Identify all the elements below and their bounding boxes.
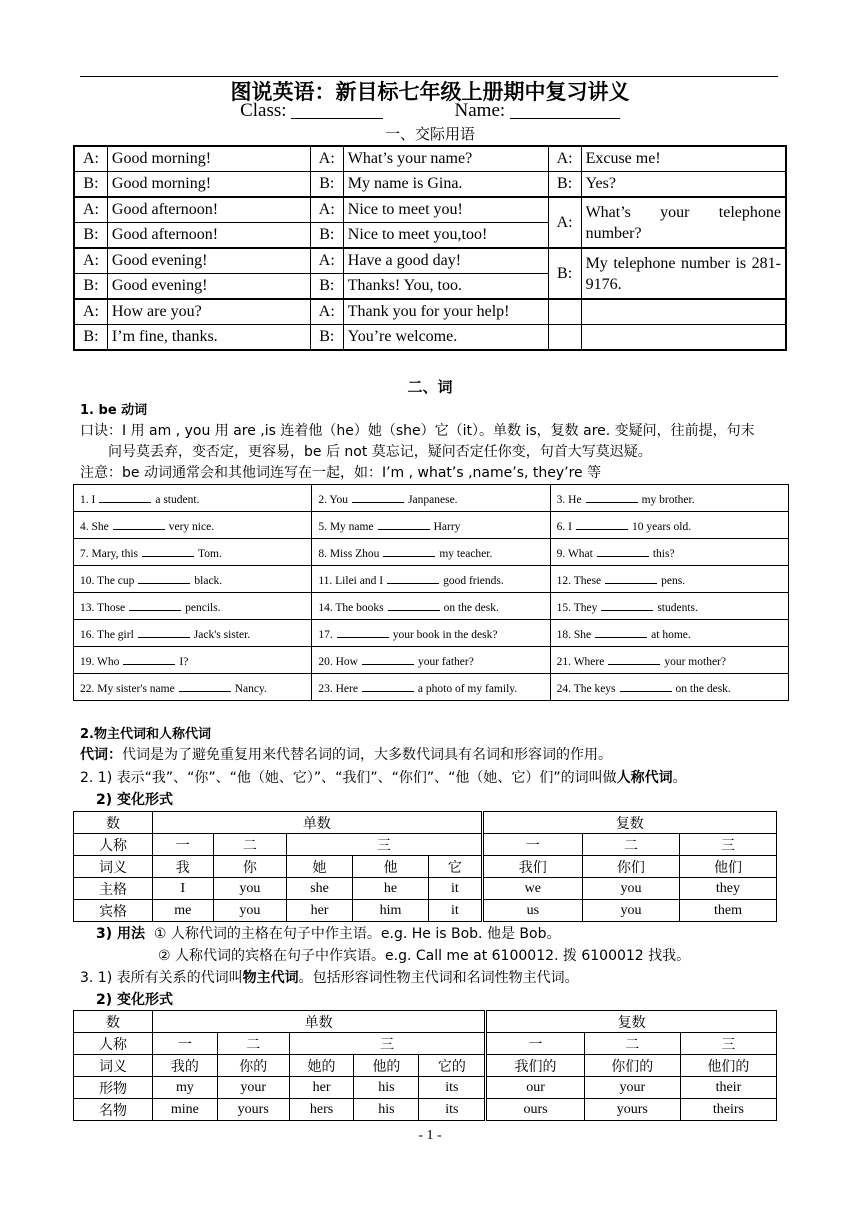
section2-heading: 二、词: [407, 378, 453, 396]
exercise-suffix: students.: [657, 601, 698, 614]
exercise-prefix: 12. These: [556, 574, 602, 587]
pronoun-cell: 它: [429, 856, 483, 878]
answer-blank[interactable]: [142, 545, 194, 557]
dialogue-text: Thanks! You, too.: [343, 274, 548, 300]
exercise-row: [74, 647, 789, 674]
forms-label-2: 2) 变化形式: [96, 992, 174, 1008]
exercise-prefix: 9. What: [556, 547, 593, 560]
exercise-item: [550, 674, 788, 701]
usage-label: 3) 用法: [96, 926, 146, 942]
person-cell: 二: [582, 834, 679, 856]
pronoun-cell: his: [354, 1099, 419, 1121]
pronoun-cell: 我们: [482, 856, 582, 878]
pronoun-row: [74, 1099, 777, 1121]
exercise-suffix: 10 years old.: [632, 520, 692, 533]
dialogue-text: Excuse me!: [581, 146, 786, 172]
pronoun-definition: [80, 745, 790, 766]
pronoun-cell: 他们: [679, 856, 776, 878]
pronoun-cell: its: [419, 1077, 486, 1099]
pronoun-cell: their: [680, 1077, 776, 1099]
pronoun-cell: your: [217, 1077, 289, 1099]
speaker-label: B:: [74, 325, 107, 351]
exercise-prefix: 1. I: [80, 493, 96, 506]
exercise-prefix: 22. My sister's name: [80, 682, 175, 695]
dialogue-text: Good morning!: [107, 146, 310, 172]
pronoun-cell: her: [287, 900, 353, 922]
speaker-label: B:: [74, 223, 107, 249]
exercise-row: [74, 593, 789, 620]
plural-header: 复数: [482, 812, 776, 834]
pronoun-cell: your: [584, 1077, 680, 1099]
exercise-item: [550, 620, 788, 647]
p31-text: 3. 1) 表所有关系的代词叫: [80, 970, 243, 986]
exercise-row: [74, 485, 789, 512]
exercise-prefix: 10. The cup: [80, 574, 135, 587]
person-cell: 三: [287, 834, 482, 856]
plural-header: 复数: [486, 1011, 777, 1033]
personal-pronoun-intro: [80, 768, 790, 789]
exercise-item: [312, 674, 550, 701]
def-text: 代词是为了避免重复用来代替名词的词，大多数代词具有名词和形容词的作用。: [122, 747, 612, 763]
p21-end: 。: [672, 770, 687, 786]
pronoun-cell: its: [419, 1099, 486, 1121]
mnemonic-line1: 口诀：I 用 am , you 用 are ,is 连着他（he）她（she）它（it）。单数 is，复数 are. 变疑问，往前提，句末: [80, 423, 755, 439]
pronoun-cell: my: [153, 1077, 218, 1099]
pronoun-cell: 他的: [354, 1055, 419, 1077]
pronoun-cell: they: [679, 878, 776, 900]
speaker-label: B:: [74, 172, 107, 198]
page-number: - 1 -: [418, 1128, 442, 1143]
exercise-suffix: at home.: [651, 628, 691, 641]
def-bold: 代词：: [80, 747, 122, 763]
be-note: 注意：be 动词通常会和其他词连写在一起，如：I’m , what’s ,name’s, they’re 等: [80, 465, 602, 481]
person-cell: 二: [584, 1033, 680, 1055]
pronoun-cell: you: [213, 878, 287, 900]
row-label: 宾格: [74, 900, 153, 922]
usage1-text: ① 人称代词的主格在句子中作主语。e.g. He is Bob. 他是 Bob。: [153, 926, 561, 942]
row-label: 名物: [74, 1099, 153, 1121]
exercise-item: [74, 647, 312, 674]
answer-blank[interactable]: [378, 518, 430, 530]
exercise-item: [74, 539, 312, 566]
exercise-prefix: 17.: [318, 628, 333, 641]
exercise-suffix: a photo of my family.: [417, 682, 518, 695]
exercise-item: [550, 512, 788, 539]
pronoun-cell: ours: [486, 1099, 584, 1121]
speaker-label: B:: [310, 325, 343, 351]
pronoun-cell: 我的: [153, 1055, 218, 1077]
exercise-suffix: good friends.: [443, 574, 504, 587]
exercise-prefix: 11. Lilei and I: [318, 574, 384, 587]
answer-blank[interactable]: [383, 545, 435, 557]
exercise-prefix: 14. The books: [318, 601, 384, 614]
answer-blank[interactable]: [179, 680, 231, 692]
exercise-suffix: this?: [652, 547, 675, 560]
exercise-suffix: your mother?: [664, 655, 726, 668]
person-cell: 一: [153, 834, 214, 856]
speaker-label: A:: [310, 146, 343, 172]
dialogue-text: Good afternoon!: [107, 197, 310, 223]
pronoun-cell: it: [429, 878, 483, 900]
pronoun-cell: 他: [352, 856, 428, 878]
pronoun-cell: you: [213, 900, 287, 922]
exercise-item: [74, 593, 312, 620]
exercise-row: [74, 674, 789, 701]
pronoun-cell: she: [287, 878, 353, 900]
exercise-prefix: 5. My name: [318, 520, 374, 533]
person-cell: 三: [680, 1033, 776, 1055]
speaker-label: A:: [74, 146, 107, 172]
pronoun-cell: 她: [287, 856, 353, 878]
class-label: Class:: [240, 100, 287, 121]
number-row: [74, 1011, 777, 1033]
pronoun-row: [74, 1055, 777, 1077]
pronoun-cell: I: [153, 878, 214, 900]
exercise-row: [74, 539, 789, 566]
dialogue-text: Good afternoon!: [107, 223, 310, 249]
exercise-prefix: 15. They: [556, 601, 598, 614]
pronoun-cell: 我们的: [486, 1055, 584, 1077]
exercise-suffix: Jack's sister.: [193, 628, 251, 641]
pronoun-cell: yours: [584, 1099, 680, 1121]
speaker-label: B:: [310, 274, 343, 300]
exercise-suffix: pens.: [661, 574, 686, 587]
person-cell: 一: [482, 834, 582, 856]
exercise-item: [74, 566, 312, 593]
row-label: 数: [74, 812, 153, 834]
person-cell: 三: [289, 1033, 486, 1055]
answer-blank[interactable]: [352, 491, 404, 503]
exercise-item: [74, 674, 312, 701]
pronoun-cell: him: [352, 900, 428, 922]
person-cell: 一: [153, 1033, 218, 1055]
person-row: [74, 834, 777, 856]
pronoun-cell: mine: [153, 1099, 218, 1121]
answer-blank[interactable]: [99, 491, 151, 503]
dialogue-text: Have a good day!: [343, 248, 548, 274]
pronoun-cell: hers: [289, 1099, 354, 1121]
exercise-suffix: your father?: [417, 655, 474, 668]
class-blank: [291, 100, 383, 119]
name-blank: [510, 100, 620, 119]
exercise-prefix: 16. The girl: [80, 628, 134, 641]
section1-heading: 一、交际用语: [384, 125, 475, 143]
exercise-row: [74, 566, 789, 593]
name-label: Name:: [454, 100, 506, 121]
answer-blank[interactable]: [123, 653, 175, 665]
possessive-intro: [80, 968, 790, 989]
exercise-suffix: my brother.: [641, 493, 695, 506]
answer-blank[interactable]: [113, 518, 165, 530]
speaker-label: B:: [74, 274, 107, 300]
dialogue-text: How are you?: [107, 299, 310, 325]
pronoun-cell: he: [352, 878, 428, 900]
exercise-prefix: 18. She: [556, 628, 592, 641]
dialogue-text: My name is Gina.: [343, 172, 548, 198]
answer-blank[interactable]: [586, 491, 638, 503]
dialogue-text: I’m fine, thanks.: [107, 325, 310, 351]
exercise-suffix: pencils.: [185, 601, 221, 614]
be-exercise-table: [73, 484, 789, 701]
pronoun-cell: her: [289, 1077, 354, 1099]
pronoun-cell: 你们的: [584, 1055, 680, 1077]
dialogue-text: You’re welcome.: [343, 325, 548, 351]
exercise-item: [74, 485, 312, 512]
dialogue-row: [74, 146, 786, 172]
pronoun-cell: 你的: [217, 1055, 289, 1077]
usage-2: ② 人称代词的宾格在句子中作宾语。e.g. Call me at 6100012. 拨 6100012 找我。: [158, 948, 691, 964]
answer-blank[interactable]: [337, 626, 389, 638]
answer-blank[interactable]: [595, 626, 647, 638]
answer-blank[interactable]: [129, 599, 181, 611]
pronoun-cell: yours: [217, 1099, 289, 1121]
dialogue-row: [74, 172, 786, 198]
exercise-suffix: my teacher.: [439, 547, 493, 560]
exercise-suffix: Nancy.: [234, 682, 267, 695]
pronoun-cell: 它的: [419, 1055, 486, 1077]
pronoun-cell: 你: [213, 856, 287, 878]
answer-blank[interactable]: [362, 653, 414, 665]
page-title: 图说英语：新目标七年级上册期中复习讲义: [230, 80, 630, 104]
exercise-suffix: Janpanese.: [408, 493, 458, 506]
dialogue-text: Nice to meet you!: [343, 197, 548, 223]
p31-bold: 物主代词: [242, 970, 299, 986]
answer-blank[interactable]: [576, 518, 628, 530]
speaker-label: [548, 299, 581, 325]
exercise-prefix: 3. He: [556, 493, 582, 506]
exercise-prefix: 21. Where: [556, 655, 605, 668]
exercise-prefix: 2. You: [318, 493, 349, 506]
dialogue-text: Good morning!: [107, 172, 310, 198]
person-cell: 二: [213, 834, 287, 856]
p21-bold: 人称代词: [616, 770, 673, 786]
exercise-item: [550, 566, 788, 593]
exercise-row: [74, 620, 789, 647]
speaker-label: A:: [310, 197, 343, 223]
pronoun-row: [74, 900, 777, 922]
row-label: 人称: [74, 1033, 153, 1055]
exercise-item: [312, 593, 550, 620]
answer-blank[interactable]: [138, 572, 190, 584]
dialogue-text: Good evening!: [107, 248, 310, 274]
exercise-suffix: on the desk.: [675, 682, 731, 695]
pronoun-row: [74, 878, 777, 900]
answer-blank[interactable]: [597, 545, 649, 557]
exercise-prefix: 8. Miss Zhou: [318, 547, 380, 560]
row-label: 词义: [74, 1055, 153, 1077]
answer-blank[interactable]: [387, 572, 439, 584]
pronoun-cell: them: [679, 900, 776, 922]
dialogue-text: Good evening!: [107, 274, 310, 300]
dialogue-text: [581, 299, 786, 325]
pronoun-cell: 他们的: [680, 1055, 776, 1077]
exercise-item: [74, 512, 312, 539]
answer-blank[interactable]: [362, 680, 414, 692]
answer-blank[interactable]: [388, 599, 440, 611]
answer-blank[interactable]: [138, 626, 190, 638]
exercise-item: [550, 593, 788, 620]
singular-header: 单数: [153, 1011, 486, 1033]
exercise-prefix: 19. Who: [80, 655, 120, 668]
p21-text: 2. 1) 表示“我”、“你”、“他（她、它）”、“我们”、“你们”、“他（她、它）们”的词叫做: [80, 770, 617, 786]
exercise-suffix: a student.: [155, 493, 200, 506]
exercise-prefix: 13. Those: [80, 601, 126, 614]
pronoun-row: [74, 856, 777, 878]
dialogue-text: [581, 325, 786, 351]
exercise-suffix: black.: [194, 574, 223, 587]
exercise-item: [312, 647, 550, 674]
pronoun-cell: it: [429, 900, 483, 922]
person-cell: 二: [217, 1033, 289, 1055]
dialogue-table: [73, 145, 787, 351]
speaker-label: A:: [74, 197, 107, 223]
exercise-item: [312, 539, 550, 566]
dialogue-row: [74, 325, 786, 351]
exercise-item: [550, 485, 788, 512]
pronoun-cell: you: [582, 878, 679, 900]
answer-blank[interactable]: [620, 680, 672, 692]
exercise-prefix: 24. The keys: [556, 682, 616, 695]
exercise-item: [312, 512, 550, 539]
speaker-label: A:: [74, 299, 107, 325]
speaker-label: B:: [310, 172, 343, 198]
speaker-label: B:: [310, 223, 343, 249]
answer-blank[interactable]: [601, 599, 653, 611]
pronoun-cell: 你们: [582, 856, 679, 878]
pronoun-cell: us: [482, 900, 582, 922]
person-cell: 三: [679, 834, 776, 856]
speaker-label: A:: [548, 146, 581, 172]
singular-header: 单数: [153, 812, 483, 834]
speaker-label: A:: [310, 299, 343, 325]
exercise-item: [312, 485, 550, 512]
speaker-label: A:: [74, 248, 107, 274]
pronoun-cell: his: [354, 1077, 419, 1099]
speaker-label: [548, 325, 581, 351]
pronoun-cell: 她的: [289, 1055, 354, 1077]
exercise-suffix: I?: [179, 655, 189, 668]
dialogue-row: [74, 299, 786, 325]
personal-pronoun-table: [73, 811, 777, 922]
dialogue-text: Nice to meet you,too!: [343, 223, 548, 249]
number-row: [74, 812, 777, 834]
exercise-suffix: on the desk.: [443, 601, 499, 614]
speaker-label: B:: [548, 248, 581, 299]
pronoun-cell: theirs: [680, 1099, 776, 1121]
row-label: 人称: [74, 834, 153, 856]
be-verb-title: 1. be 动词: [80, 403, 148, 418]
exercise-item: [312, 620, 550, 647]
row-label: 数: [74, 1011, 153, 1033]
speaker-label: A:: [548, 197, 581, 248]
exercise-prefix: 4. She: [80, 520, 109, 533]
dialogue-text: My telephone number is 281-9176.: [581, 248, 786, 299]
exercise-prefix: 6. I: [556, 520, 572, 533]
pronoun-cell: we: [482, 878, 582, 900]
dialogue-text: What’s your telephone number?: [581, 197, 786, 248]
exercise-item: [550, 647, 788, 674]
exercise-suffix: Harry: [433, 520, 461, 533]
dialogue-row: [74, 197, 786, 223]
exercise-prefix: 20. How: [318, 655, 358, 668]
exercise-suffix: Tom.: [198, 547, 222, 560]
exercise-suffix: your book in the desk?: [392, 628, 498, 641]
exercise-prefix: 7. Mary, this: [80, 547, 139, 560]
pronoun-title: 2.物主代词和人称代词: [80, 727, 211, 742]
dialogue-text: What’s your name?: [343, 146, 548, 172]
row-label: 形物: [74, 1077, 153, 1099]
dialogue-row: [74, 248, 786, 274]
answer-blank[interactable]: [605, 572, 657, 584]
row-label: 主格: [74, 878, 153, 900]
exercise-item: [74, 620, 312, 647]
pronoun-cell: you: [582, 900, 679, 922]
exercise-item: [550, 539, 788, 566]
usage-1: [96, 924, 806, 945]
row-label: 词义: [74, 856, 153, 878]
p31-end: 。包括形容词性物主代词和名词性物主代词。: [298, 970, 579, 986]
person-row: [74, 1033, 777, 1055]
forms-label-1: 2) 变化形式: [96, 792, 174, 808]
exercise-row: [74, 512, 789, 539]
dialogue-text: Yes?: [581, 172, 786, 198]
exercise-item: [312, 566, 550, 593]
pronoun-cell: me: [153, 900, 214, 922]
answer-blank[interactable]: [608, 653, 660, 665]
dialogue-text: Thank you for your help!: [343, 299, 548, 325]
speaker-label: A:: [310, 248, 343, 274]
exercise-suffix: very nice.: [168, 520, 215, 533]
mnemonic-line2: 问号莫丢弃，变否定，更容易，be 后 not 莫忘记，疑问否定任你变，句首大写莫迟疑。: [108, 444, 652, 460]
person-cell: 一: [486, 1033, 584, 1055]
speaker-label: B:: [548, 172, 581, 198]
pronoun-cell: our: [486, 1077, 584, 1099]
class-name-line: [0, 100, 860, 122]
pronoun-row: [74, 1077, 777, 1099]
exercise-prefix: 23. Here: [318, 682, 358, 695]
pronoun-cell: 我: [153, 856, 214, 878]
possessive-pronoun-table: [73, 1010, 777, 1121]
